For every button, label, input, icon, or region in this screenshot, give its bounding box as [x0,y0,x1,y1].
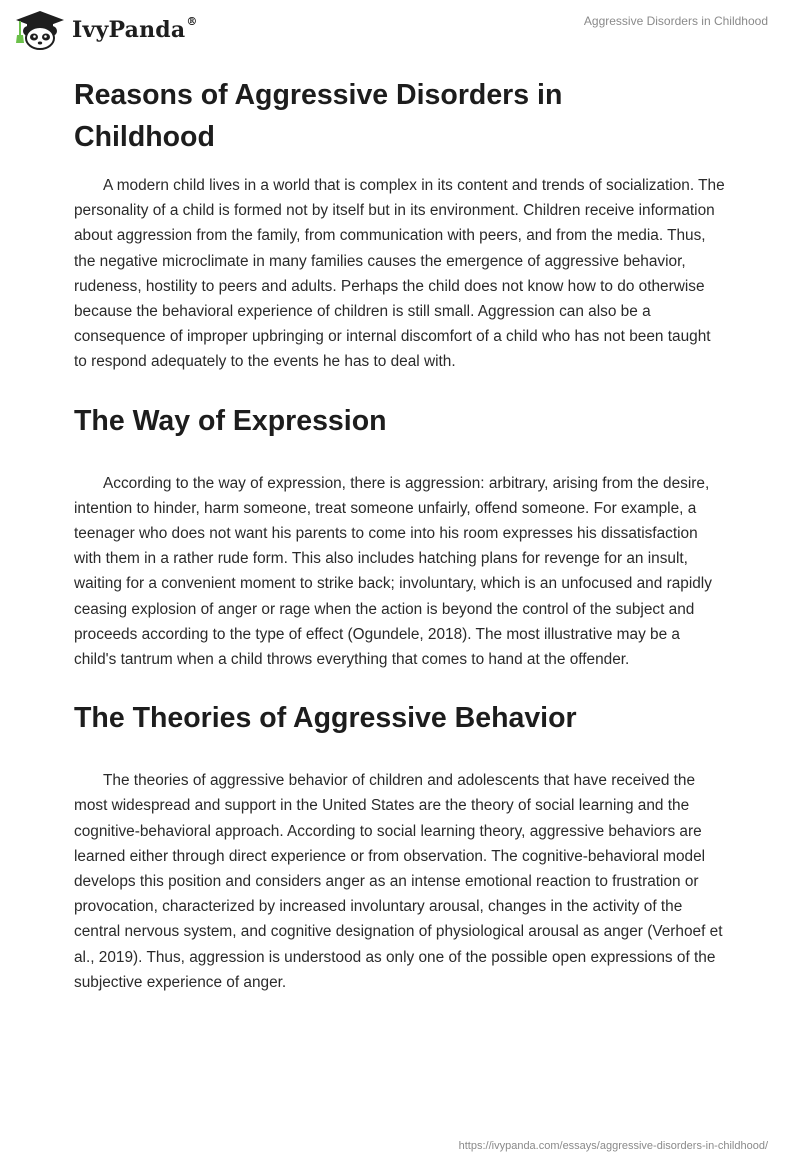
section-body-theories: The theories of aggressive behavior of children and adolescents that have received the most widespread and support in the United States are the theory of social learning and the cognitive-behavioral approach. According to social learning theory, aggressive behaviors are learned either through direct experience or from observation. The cognitive-behavioral model develops this position and considers anger as an intense emotional reaction to frustration or provocation, characterized by increased involuntary arousal, changes in the activity of the central nervous system, and cognitive designation of physiological arousal as anger (Verhoef et al., 2019). Thus, aggression is understood as only one of the possible open expressions of the subjective experience of anger. [74,772,723,991]
section-heading-theories: The Theories of Aggressive Behavior [74,702,577,735]
header-document-title: Aggressive Disorders in Childhood [583,14,768,28]
panda-graduation-cap-icon [14,9,66,51]
section-body-expression: According to the way of expression, there is aggression: arbitrary, arising from the desire, intention to hinder, harm someone, treat someone unfairly, offend someone. For example, a teenager who does not want his parents to come into his room expresses his dissatisfaction with them in a rather rude form. This also includes hatching plans for revenge for an insult, waiting for a convenient moment to strike back; involuntary, which is an unfocused and rapidly ceasing explosion of anger or rage when the action is beyond the control of the subject and proceeds according to the type of effect (Ogundele, 2018). The most illustrative may be a child's tantrum when a child throws everything that comes to hand at the offender. [74,474,712,669]
footer-source-url[interactable]: https://ivypanda.com/essays/aggressive-disorders-in-childhood/ [458,1140,768,1152]
section-heading-expression: The Way of Expression [74,404,387,437]
page-header [0,0,800,60]
section-body-reasons: A modern child lives in a world that is complex in its content and trends of socialization. The personality of a child is formed not by itself but in its environment. Children receive information about aggression from the family, from communication with peers, and from the media. Thus, the negative microclimate in many families causes the emergence of aggressive behavior, rudeness, hostility to peers and adults. Perhaps the child does not know how to do otherwise because the behavioral experience of children is still small. Aggression can also be a consequence of improper upbringing or internal discomfort of a child who has not been taught to respond adequately to the events he has to deal with. [74,177,725,371]
ivypanda-logo[interactable] [14,9,198,51]
essay-content [74,74,726,995]
section-heading-reasons: Reasons of Aggressive Disorders in Childhood [74,79,563,153]
registered-mark: ® [186,15,198,28]
logo-text: IvyPanda® [72,15,198,43]
